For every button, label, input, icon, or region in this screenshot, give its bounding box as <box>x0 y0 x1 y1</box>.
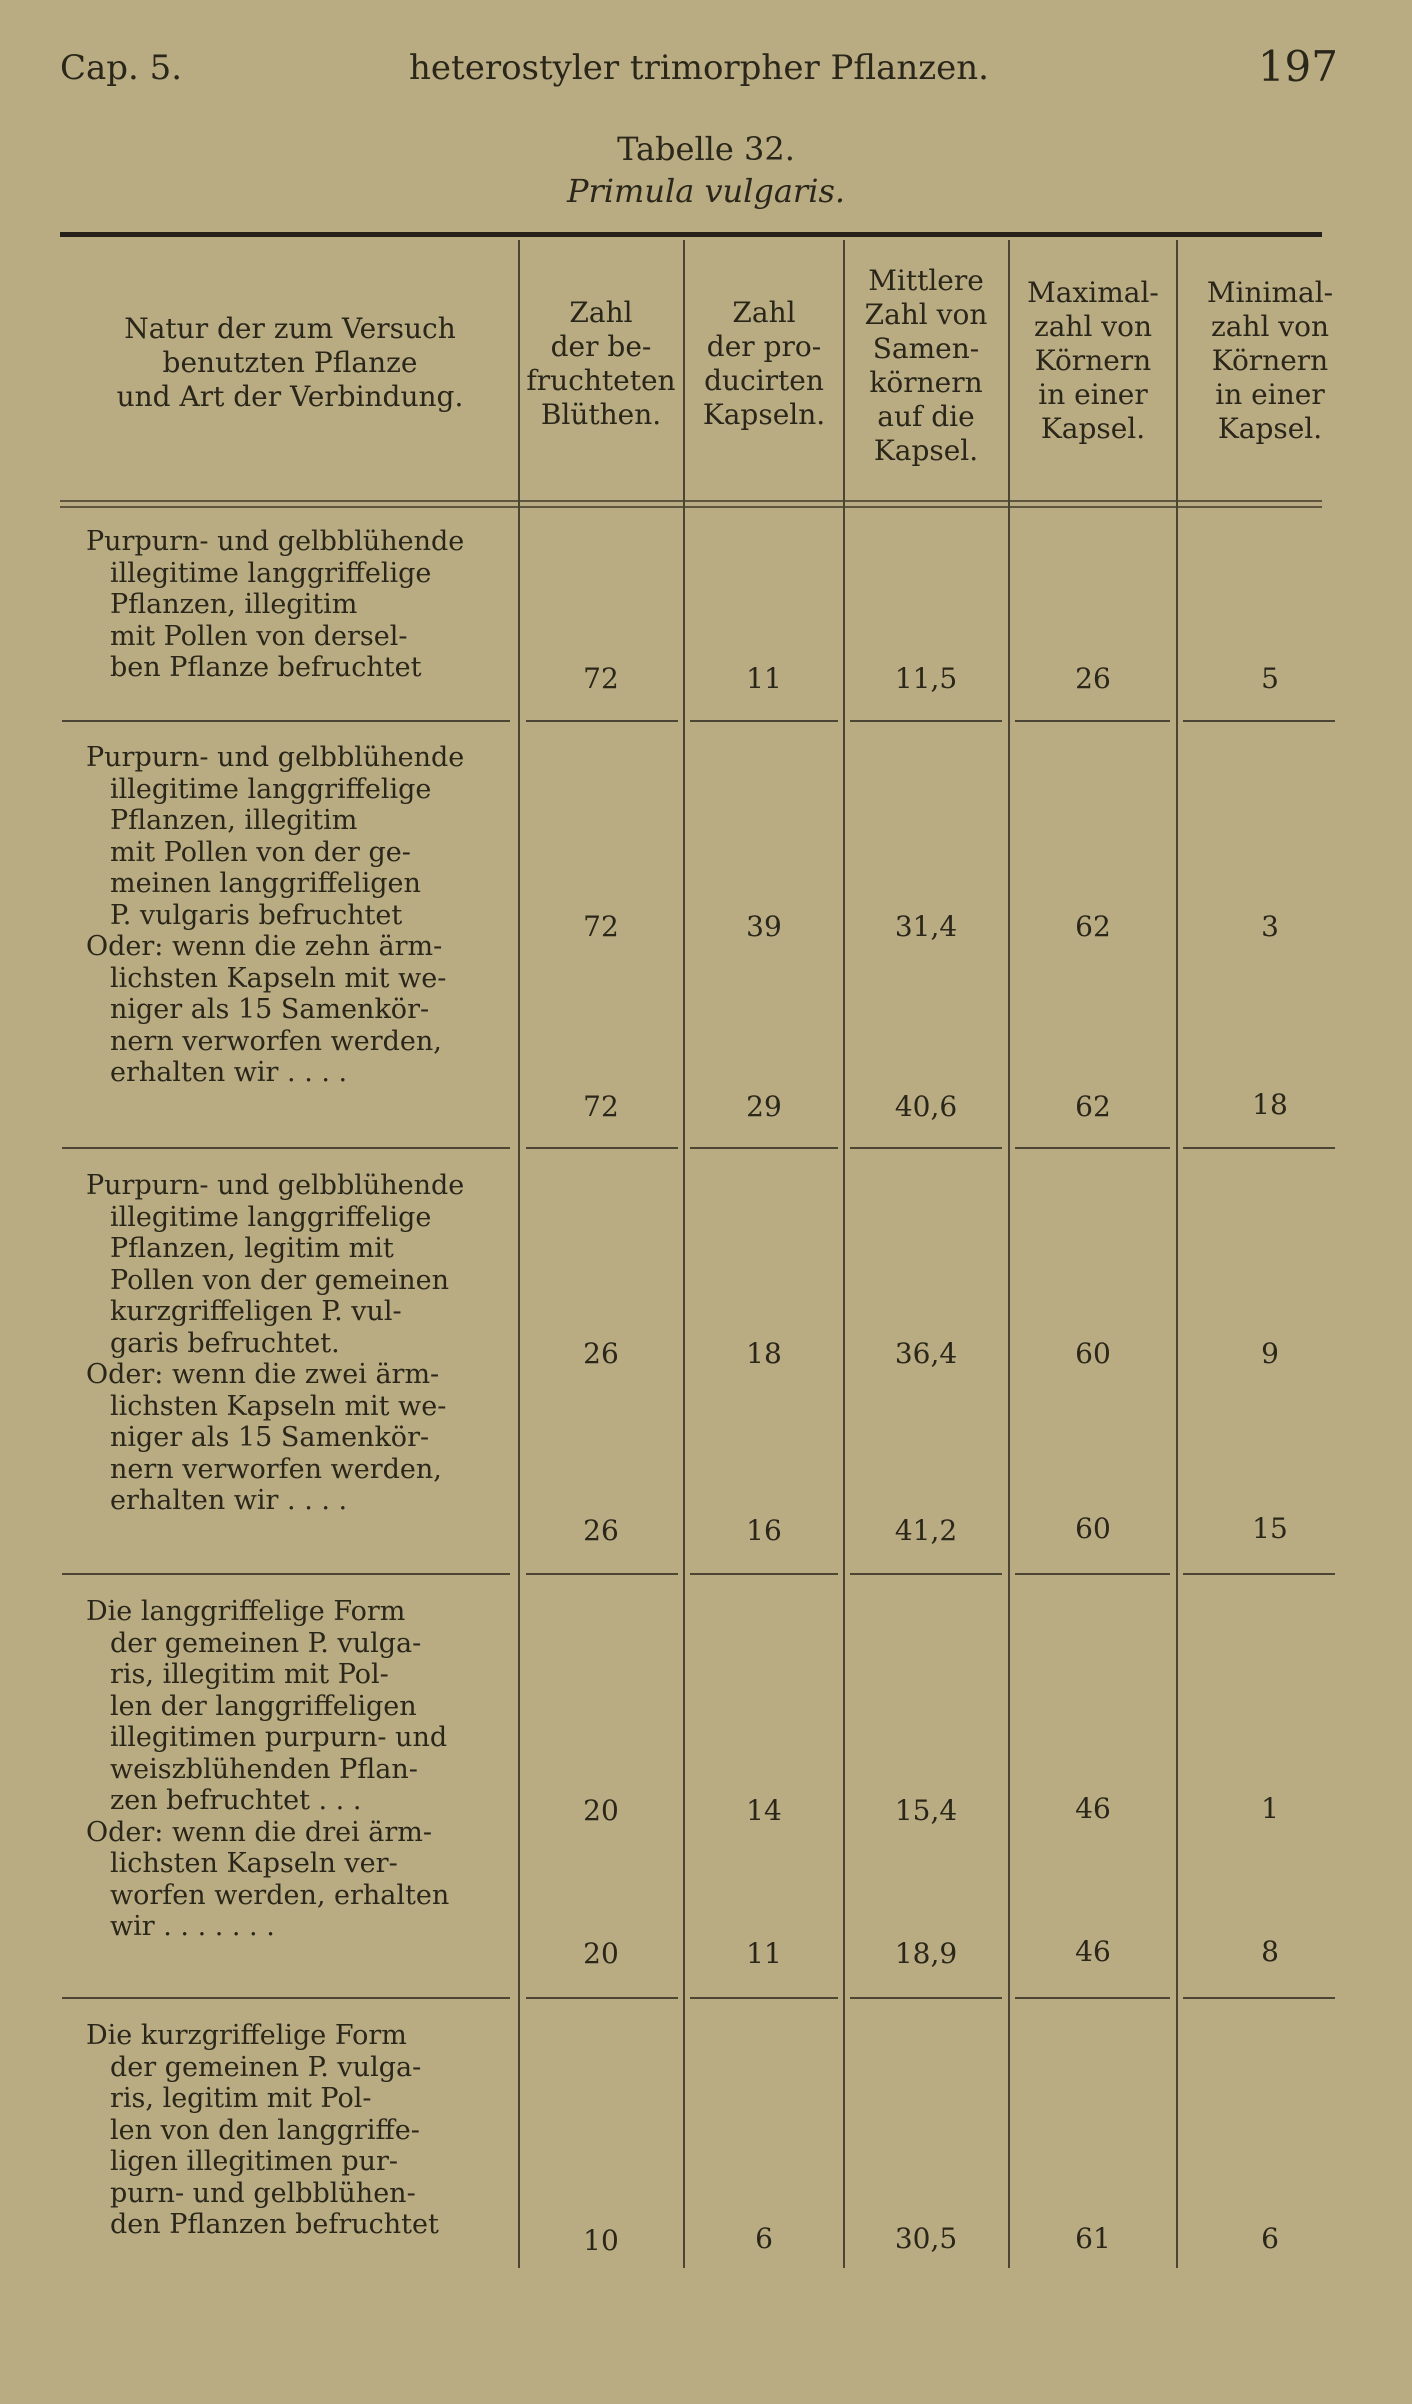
cell-flowers: 72 <box>583 910 619 943</box>
row-separator <box>526 720 678 722</box>
row-separator <box>1015 720 1170 722</box>
row-description: Die kurzgriffelige Form der gemeinen P. vulga- ris, legitim mit Pol- len von den langgriffe- ligen illegitimen pur- purn- und gelbblühen- den Pflanzen befruchtet <box>86 2020 439 2240</box>
row-description: Purpurn- und gelbblühende illegitime langgriffelige Pflanzen, illegitim mit Pollen von dersel- ben Pflanze befruchtet <box>86 526 465 683</box>
column-divider <box>683 240 685 2268</box>
column-divider <box>518 240 520 2268</box>
row-separator <box>850 1573 1002 1575</box>
cell-mean-seeds-adjusted: 18,9 <box>894 1937 958 1970</box>
cell-min-seeds: 9 <box>1261 1337 1279 1370</box>
row-separator <box>526 1573 678 1575</box>
cell-flowers-adjusted: 20 <box>583 1937 619 1970</box>
cell-max-seeds: 26 <box>1075 662 1111 695</box>
top-rule <box>60 232 1322 237</box>
table-species: Primula vulgaris. <box>566 172 846 210</box>
row-separator <box>690 1997 838 1999</box>
row-separator <box>850 1147 1002 1149</box>
row-separator <box>1015 1147 1170 1149</box>
row-description: Purpurn- und gelbblühende illegitime langgriffelige Pflanzen, illegitim mit Pollen von der ge- meinen langgriffeligen P. vulgaris befruchtet Oder: wenn die zehn ärm- lichsten Kapseln mit we- niger als 15 Samenkör- nern verworfen werden, erhalten wir . . . . <box>86 742 465 1088</box>
row-separator <box>1015 1997 1170 1999</box>
cell-mean-seeds: 36,4 <box>894 1337 958 1370</box>
row-description: Die langgriffelige Form der gemeinen P. vulga- ris, illegitim mit Pol- len der langgriffeligen illegitimen purpurn- und weiszblühenden Pflan- zen befruchtet . . . Oder: wenn die drei ärm- lichsten Kapseln ver- worfen werden, erhalten wir . . . . . . . <box>86 1596 450 1942</box>
row-separator <box>690 1573 838 1575</box>
cell-capsules: 39 <box>746 910 782 943</box>
cell-max-seeds-adjusted: 46 <box>1075 1935 1111 1968</box>
chapter-label: Cap. 5. <box>60 48 183 88</box>
cell-flowers: 10 <box>583 2224 619 2257</box>
column-divider <box>843 240 845 2268</box>
row-separator <box>62 1997 510 1999</box>
row-separator <box>1183 1997 1335 1999</box>
cell-capsules: 18 <box>746 1337 782 1370</box>
cell-mean-seeds: 30,5 <box>894 2222 958 2255</box>
header-rule <box>60 506 1322 508</box>
running-title: heterostyler trimorpher Pflanzen. <box>409 48 989 88</box>
row-separator <box>1183 1147 1335 1149</box>
cell-capsules: 14 <box>746 1794 782 1827</box>
cell-max-seeds: 60 <box>1075 1337 1111 1370</box>
cell-capsules-adjusted: 11 <box>746 1937 782 1970</box>
running-head <box>60 42 1338 92</box>
row-separator <box>690 1147 838 1149</box>
cell-max-seeds: 61 <box>1075 2222 1111 2255</box>
cell-min-seeds: 1 <box>1261 1792 1279 1825</box>
cell-flowers: 72 <box>583 662 619 695</box>
row-separator <box>1015 1573 1170 1575</box>
cell-max-seeds: 46 <box>1075 1792 1111 1825</box>
row-separator <box>62 720 510 722</box>
table-caption <box>0 130 1412 210</box>
cell-max-seeds-adjusted: 62 <box>1075 1090 1111 1123</box>
cell-min-seeds: 6 <box>1261 2222 1279 2255</box>
cell-capsules-adjusted: 16 <box>746 1514 782 1547</box>
column-header: Mittlere Zahl von Samen- körnern auf die Kapsel. <box>864 264 988 467</box>
page-number: 197 <box>1257 42 1338 91</box>
cell-capsules: 11 <box>746 662 782 695</box>
header-rule <box>60 500 1322 502</box>
row-separator <box>1183 1573 1335 1575</box>
cell-min-seeds-adjusted: 18 <box>1252 1088 1288 1121</box>
cell-flowers-adjusted: 72 <box>583 1090 619 1123</box>
row-separator <box>526 1147 678 1149</box>
column-header: Minimal- zahl von Körnern in einer Kapsel. <box>1206 276 1334 445</box>
row-separator <box>850 1997 1002 1999</box>
column-divider <box>1176 240 1178 2268</box>
cell-mean-seeds: 11,5 <box>894 662 958 695</box>
row-separator <box>1183 720 1335 722</box>
column-header: Zahl der be- fruchteten Blüthen. <box>526 296 676 431</box>
cell-min-seeds-adjusted: 15 <box>1252 1512 1288 1545</box>
cell-flowers: 20 <box>583 1794 619 1827</box>
column-header: Natur der zum Versuch benutzten Pflanze und Art der Verbindung. <box>116 312 464 413</box>
cell-max-seeds-adjusted: 60 <box>1075 1512 1111 1545</box>
column-divider <box>1008 240 1010 2268</box>
cell-capsules-adjusted: 29 <box>746 1090 782 1123</box>
column-header: Maximal- zahl von Körnern in einer Kapsel. <box>1027 276 1159 445</box>
cell-min-seeds: 5 <box>1261 662 1279 695</box>
cell-mean-seeds: 15,4 <box>894 1794 958 1827</box>
cell-capsules: 6 <box>755 2222 773 2255</box>
table-number: Tabelle 32. <box>617 130 795 168</box>
row-separator <box>526 1997 678 1999</box>
cell-max-seeds: 62 <box>1075 910 1111 943</box>
cell-min-seeds: 3 <box>1261 910 1279 943</box>
cell-mean-seeds-adjusted: 40,6 <box>894 1090 958 1123</box>
cell-mean-seeds-adjusted: 41,2 <box>894 1514 958 1547</box>
cell-flowers: 26 <box>583 1337 619 1370</box>
cell-flowers-adjusted: 26 <box>583 1514 619 1547</box>
row-separator <box>62 1573 510 1575</box>
row-description: Purpurn- und gelbblühende illegitime langgriffelige Pflanzen, legitim mit Pollen von der gemeinen kurzgriffeligen P. vul- garis befruchtet. Oder: wenn die zwei ärm- lichsten Kapseln mit we- niger als 15 Samenkör- nern verworfen werden, erhalten wir . . . . <box>86 1170 465 1516</box>
cell-min-seeds-adjusted: 8 <box>1261 1935 1279 1968</box>
row-separator <box>62 1147 510 1149</box>
row-separator <box>690 720 838 722</box>
column-header: Zahl der pro- ducirten Kapseln. <box>702 296 826 431</box>
row-separator <box>850 720 1002 722</box>
cell-mean-seeds: 31,4 <box>894 910 958 943</box>
